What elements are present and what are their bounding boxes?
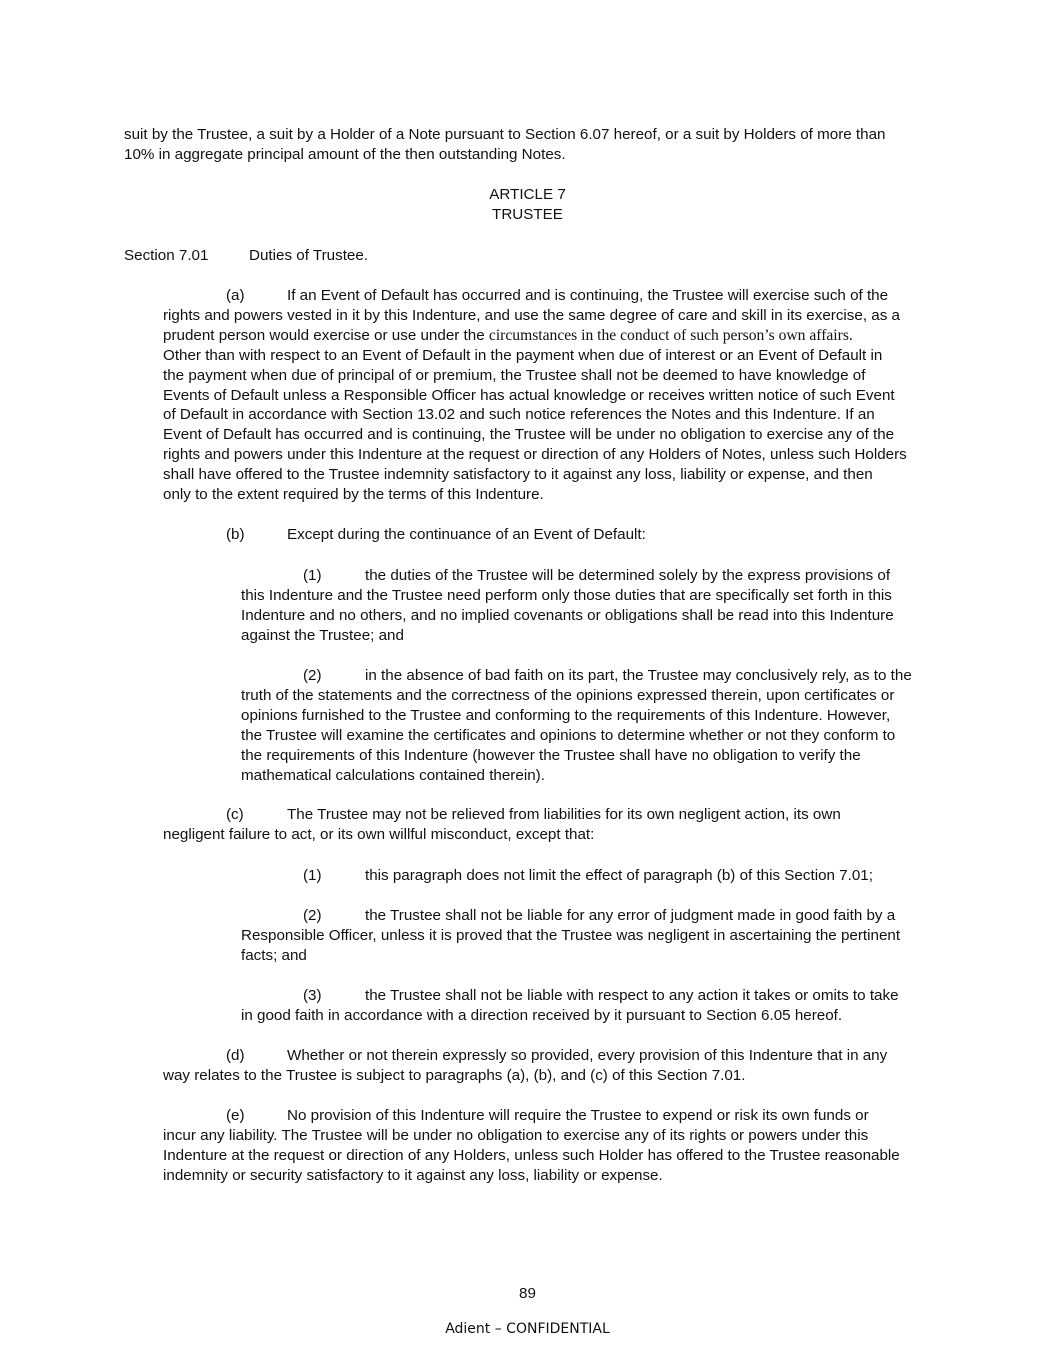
text-line: Other than with respect to an Event of Default in the payment when due of interest or an Event of Default in [163,346,883,364]
text-line: truth of the statements and the correctness of the opinions expressed therein, upon certificates or [241,686,895,704]
paragraph-c-item-2 [241,906,900,966]
text-line: suit by the Trustee, a suit by a Holder of a Note pursuant to Section 6.07 hereof, or a suit by Holders of more than [124,126,886,143]
article-title: TRUSTEE [492,205,563,223]
text-line: of Default in accordance with Section 13.02 and such notice references the Notes and this Indenture. If an [163,406,875,424]
paragraph-label: (a) [226,287,245,304]
paragraph-label: (e) [226,1107,245,1124]
text-line: 10% in aggregate principal amount of the then outstanding Notes. [124,145,566,163]
paragraph-b-item-2 [241,666,912,785]
paragraph-a [163,286,907,505]
text-line: way relates to the Trustee is subject to paragraphs (a), (b), and (c) of this Section 7.01. [163,1066,746,1084]
serif-text: circumstances in the conduct of such person’s own affairs. [488,326,853,344]
confidential-footer: Adient – CONFIDENTIAL [445,1321,610,1337]
text-line: Indenture at the request or direction of any Holders, unless such Holder has offered to the Trustee reasonable [163,1146,900,1164]
item-label: (2) [303,907,322,924]
text-line: shall have offered to the Trustee indemnity satisfactory to it against any loss, liability or expense, and then [163,466,873,484]
text-line: No provision of this Indenture will require the Trustee to expend or risk its own funds or [287,1107,869,1124]
paragraph-c-item-1 [303,866,873,886]
item-label: (1) [303,567,322,584]
text-line: incur any liability. The Trustee will be under no obligation to exercise any of its rights or powers under this [163,1126,869,1144]
text-line: Events of Default unless a Responsible Officer has actual knowledge or receives written notice of such Event [163,386,895,404]
item-label: (3) [303,987,322,1004]
text-line: the payment when due of principal of or premium, the Trustee shall not be deemed to have knowledge of [163,366,866,384]
intro-paragraph [124,125,885,165]
text-line: the requirements of this Indenture (however the Trustee shall have no obligation to verify the [241,746,861,764]
section-heading [124,246,368,266]
paragraph-b-item-1 [241,566,894,646]
text-line: only to the extent required by the terms of this Indenture. [163,486,544,504]
paragraph-c-item-3 [241,986,899,1026]
paragraph-label: (d) [226,1047,245,1064]
paragraph-c [163,805,841,845]
text-line: rights and powers under this Indenture at the request or direction of any Holders of Notes, unless such Holders [163,446,907,464]
text-line: The Trustee may not be relieved from liabilities for its own negligent action, its own [287,806,841,823]
text-line: this Indenture and the Trustee need perform only those duties that are specifically set forth in this [241,586,892,604]
text-line: negligent failure to act, or its own willful misconduct, except that: [163,825,595,843]
page-number: 89 [519,1285,536,1302]
text-line: Responsible Officer, unless it is proved that the Trustee was negligent in ascertaining the pertinent [241,926,901,944]
paragraph-label: (c) [226,806,244,823]
text-line: Indenture and no others, and no implied covenants or obligations shall be read into this Indenture [241,606,894,624]
text-line: against the Trustee; and [241,626,404,644]
paragraph-label: (b) [226,526,245,543]
text-line: the duties of the Trustee will be determined solely by the express provisions of [365,567,891,584]
text-line: opinions furnished to the Trustee and conforming to the requirements of this Indenture. However, [241,706,891,724]
text-line: prudent person would exercise or use under the [163,326,485,344]
text-line: Except during the continuance of an Event of Default: [287,526,646,543]
article-heading [0,185,1055,225]
text-line: If an Event of Default has occurred and is continuing, the Trustee will exercise such of the [287,287,889,304]
text-line: this paragraph does not limit the effect of paragraph (b) of this Section 7.01; [365,867,873,884]
text-line: Whether or not therein expressly so provided, every provision of this Indenture that in any [287,1047,888,1064]
paragraph-e [163,1106,900,1186]
text-line: facts; and [241,946,307,964]
text-line: the Trustee shall not be liable with respect to any action it takes or omits to take [365,987,899,1004]
item-label: (1) [303,867,322,884]
text-line: in the absence of bad faith on its part, the Trustee may conclusively rely, as to the [365,667,912,684]
text-line: indemnity or security satisfactory to it against any loss, liability or expense. [163,1166,663,1184]
text-line: the Trustee will examine the certificates and opinions to determine whether or not they conform to [241,726,896,744]
paragraph-d [163,1046,888,1086]
text-line: Event of Default has occurred and is continuing, the Trustee will be under no obligation to exercise any of the [163,426,895,444]
section-number: Section 7.01 [124,247,209,264]
text-line: mathematical calculations contained therein). [241,766,545,784]
text-line: rights and powers vested in it by this Indenture, and use the same degree of care and skill in its exercise, as a [163,306,900,324]
item-label: (2) [303,667,322,684]
text-line: in good faith in accordance with a direction received by it pursuant to Section 6.05 hereof. [241,1006,843,1024]
article-number: ARTICLE 7 [489,186,566,203]
text-line: the Trustee shall not be liable for any error of judgment made in good faith by a [365,907,896,924]
paragraph-b [226,525,646,545]
section-title: Duties of Trustee. [249,247,369,264]
